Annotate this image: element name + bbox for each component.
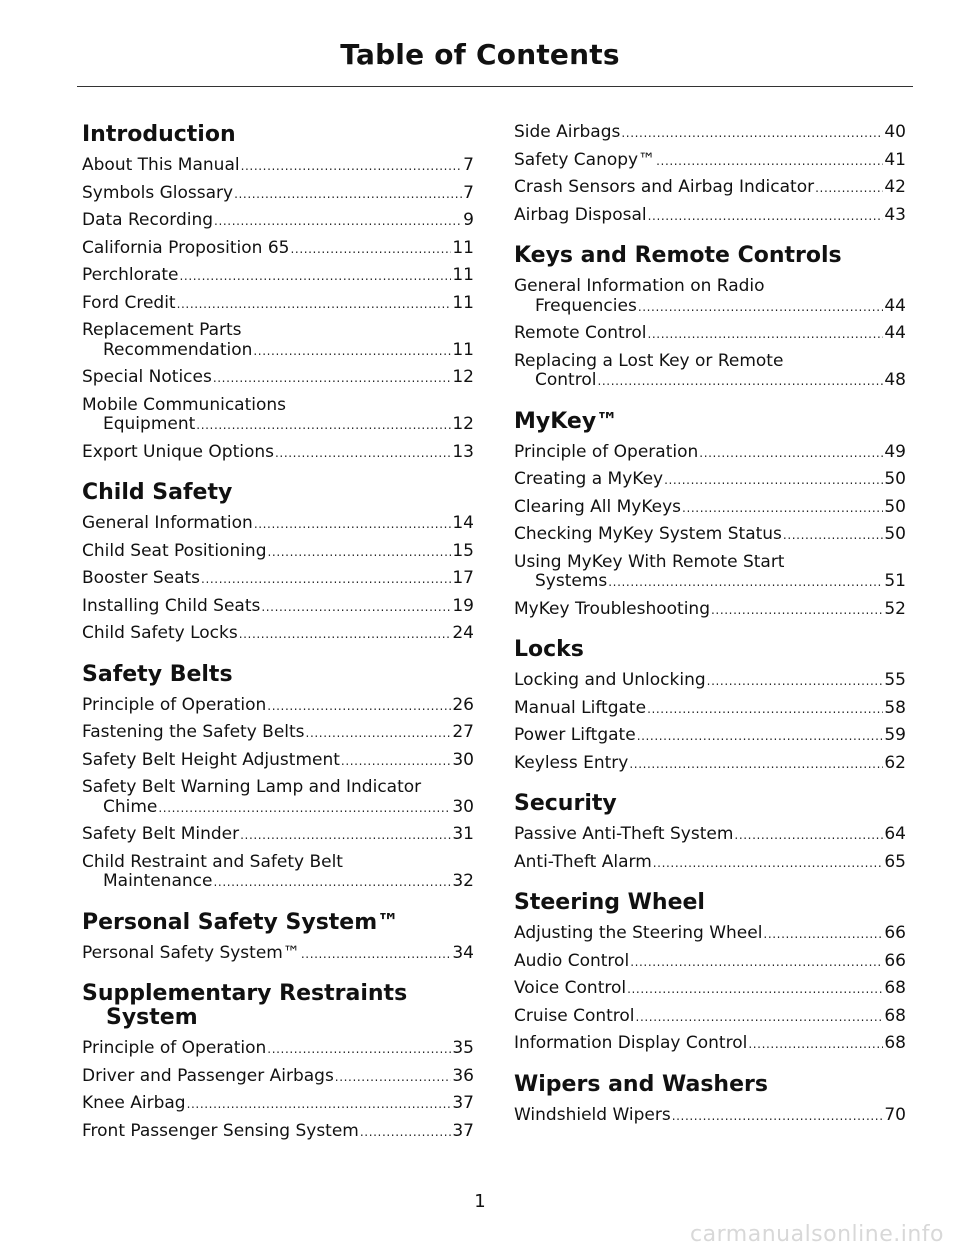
- entry-title: Using MyKey With Remote Start: [514, 551, 785, 572]
- entry-title: Mobile Communications: [82, 394, 287, 415]
- dot-leader: [341, 752, 451, 772]
- entry-page-number: 11: [452, 237, 474, 258]
- toc-section-continued: [514, 123, 906, 226]
- watermark: carmanualsonline.info: [690, 1222, 944, 1247]
- dot-leader: [648, 207, 884, 227]
- toc-entry-information-display-control[interactable]: [514, 1034, 906, 1055]
- toc-entry-fastening-the-safety-belts[interactable]: [82, 723, 474, 744]
- entry-page-number: 27: [452, 722, 474, 742]
- entry-title: Keyless Entry: [514, 752, 629, 773]
- toc-section-child-safety: [82, 481, 474, 645]
- entry-title: Safety Belt Warning Lamp and Indicator: [82, 777, 422, 797]
- toc-entry-keyless-entry[interactable]: [514, 754, 906, 775]
- toc-entry-remote-control[interactable]: [514, 324, 906, 345]
- toc-entry-clearing-all-mykeys[interactable]: [514, 498, 906, 519]
- entry-page-number: 7: [463, 182, 474, 203]
- entry-page-number: 13: [452, 441, 474, 462]
- toc-entry-booster-seats[interactable]: [82, 569, 474, 590]
- entry-page-number: 68: [884, 1005, 906, 1026]
- page-number: 1: [474, 1191, 486, 1212]
- entry-page-number: 30: [452, 749, 474, 770]
- entry-page-number: 9: [463, 210, 474, 230]
- toc-section-keys-and-remote-controls: [514, 244, 906, 392]
- dot-leader: [638, 298, 884, 318]
- entry-title: General Information on Radio: [514, 276, 765, 296]
- toc-entry-principle-of-operation[interactable]: [82, 696, 474, 717]
- dot-leader: [177, 295, 452, 315]
- dot-leader: [629, 755, 883, 775]
- entry-page-number: 14: [452, 513, 474, 533]
- toc-entry-about-this-manual[interactable]: [82, 156, 474, 177]
- dot-leader: [267, 1040, 451, 1060]
- toc-entry-california-proposition-65[interactable]: [82, 239, 474, 260]
- entry-title: Special Notices: [82, 367, 212, 387]
- entry-page-number: 44: [884, 295, 906, 316]
- entry-title: Installing Child Seats: [82, 595, 261, 616]
- dot-leader: [213, 369, 452, 389]
- toc-entry-anti-theft-alarm[interactable]: [514, 853, 906, 874]
- entry-title: Knee Airbag: [82, 1093, 186, 1113]
- entry-page-number: 30: [452, 796, 474, 817]
- dot-leader: [699, 444, 883, 464]
- entry-page-number: 12: [452, 367, 474, 387]
- toc-section-mykey: [514, 410, 906, 621]
- entry-page-number: 34: [452, 942, 474, 963]
- dot-leader: [734, 826, 883, 846]
- entry-title: Cruise Control: [514, 1005, 635, 1026]
- toc-entry-windshield-wipers[interactable]: [514, 1106, 906, 1127]
- toc-entry-locking-and-unlocking[interactable]: [514, 671, 906, 692]
- entry-title-continued: Frequencies: [535, 295, 637, 316]
- toc-entry-mobile-communications[interactable]: [82, 396, 474, 436]
- entry-title: Child Seat Positioning: [82, 540, 267, 561]
- toc-section-wipers-and-washers: [514, 1073, 906, 1127]
- dot-leader: [621, 124, 883, 144]
- entry-title: Remote Control: [514, 323, 647, 343]
- toc-entry-safety-belt-minder[interactable]: [82, 825, 474, 846]
- entry-title: Crash Sensors and Airbag Indicator: [514, 177, 815, 197]
- entry-page-number: 48: [884, 370, 906, 390]
- dot-leader: [158, 799, 451, 819]
- toc-entry-general-information[interactable]: [82, 514, 474, 535]
- dot-leader: [201, 570, 451, 590]
- toc-entry-export-unique-options[interactable]: [82, 443, 474, 464]
- toc-entry-power-liftgate[interactable]: [514, 726, 906, 747]
- entry-title-continued: Recommendation: [103, 339, 253, 360]
- toc-section-personal-safety-system: [82, 911, 474, 965]
- dot-leader: [597, 372, 883, 392]
- entry-title: Replacing a Lost Key or Remote: [514, 350, 784, 371]
- dot-leader: [647, 700, 883, 720]
- dot-leader: [672, 1107, 884, 1127]
- entry-page-number: 37: [452, 1093, 474, 1113]
- entry-page-number: 49: [884, 441, 906, 462]
- entry-page-number: 70: [884, 1104, 906, 1125]
- entry-title-continued: Equipment: [103, 414, 196, 434]
- entry-page-number: 65: [884, 851, 906, 872]
- entry-page-number: 31: [452, 824, 474, 844]
- entry-title: MyKey Troubleshooting: [514, 598, 710, 619]
- entry-page-number: 11: [452, 339, 474, 360]
- entry-page-number: 32: [452, 871, 474, 891]
- section-heading: Steering Wheel: [514, 890, 705, 915]
- entry-title-continued: Chime: [103, 796, 158, 817]
- dot-leader: [656, 152, 883, 172]
- toc-section-supplementary-restraints-system: [82, 982, 474, 1142]
- toc-entry-child-seat-positioning[interactable]: [82, 542, 474, 563]
- entry-page-number: 11: [452, 265, 474, 285]
- entry-title: Safety Belt Height Adjustment: [82, 749, 340, 770]
- entry-page-number: 15: [452, 540, 474, 561]
- dot-leader: [306, 724, 452, 744]
- dot-leader: [783, 526, 883, 546]
- entry-title: California Proposition 65: [82, 237, 290, 258]
- toc-right-column: [514, 123, 906, 1144]
- dot-leader: [180, 267, 452, 287]
- entry-title-continued: Control: [535, 370, 597, 390]
- entry-title: Airbag Disposal: [514, 204, 647, 225]
- entry-page-number: 55: [884, 670, 906, 690]
- dot-leader: [653, 854, 884, 874]
- dot-leader: [748, 1035, 883, 1055]
- entry-title: Safety Canopy™: [514, 149, 656, 170]
- dot-leader: [261, 598, 451, 618]
- entry-title: Perchlorate: [82, 265, 179, 285]
- entry-page-number: 68: [884, 1033, 906, 1053]
- entry-page-number: 37: [452, 1120, 474, 1141]
- toc-entry-safety-belt-warning-lamp-and-indicator[interactable]: [82, 778, 474, 818]
- toc-entry-using-mykey-with-remote-start[interactable]: [514, 553, 906, 593]
- header-rule: [77, 86, 913, 87]
- toc-entry-voice-control[interactable]: [514, 979, 906, 1000]
- entry-page-number: 42: [884, 177, 906, 197]
- dot-leader: [763, 925, 883, 945]
- entry-title: Replacement Parts: [82, 320, 242, 340]
- section-heading: Locks: [514, 637, 584, 662]
- entry-title: Power Liftgate: [514, 725, 636, 745]
- dot-leader: [275, 444, 451, 464]
- section-heading: Introduction: [82, 122, 236, 147]
- entry-page-number: 19: [452, 595, 474, 616]
- entry-page-number: 26: [452, 694, 474, 715]
- dot-leader: [267, 697, 451, 717]
- toc-entry-knee-airbag[interactable]: [82, 1094, 474, 1115]
- dot-leader: [196, 416, 451, 436]
- entry-page-number: 40: [884, 122, 906, 142]
- dot-leader: [664, 471, 883, 491]
- dot-leader: [253, 342, 451, 362]
- toc-entry-special-notices[interactable]: [82, 368, 474, 389]
- entry-page-number: 62: [884, 752, 906, 773]
- section-heading: Wipers and Washers: [514, 1071, 768, 1097]
- toc-entry-adjusting-the-steering-wheel[interactable]: [514, 924, 906, 945]
- entry-page-number: 68: [884, 978, 906, 998]
- dot-leader: [241, 157, 463, 177]
- toc-section-safety-belts: [82, 663, 474, 893]
- entry-title: Audio Control: [514, 950, 630, 971]
- toc-entry-passive-anti-theft-system[interactable]: [514, 825, 906, 846]
- toc-entry-driver-and-passenger-airbags[interactable]: [82, 1067, 474, 1088]
- entry-page-number: 41: [884, 149, 906, 170]
- page-title: Table of Contents: [340, 38, 620, 71]
- entry-page-number: 35: [452, 1038, 474, 1058]
- entry-page-number: 66: [884, 923, 906, 943]
- dot-leader: [630, 953, 883, 973]
- entry-page-number: 50: [884, 524, 906, 544]
- entry-page-number: 50: [884, 469, 906, 489]
- entry-title: Locking and Unlocking: [514, 670, 706, 690]
- entry-title: Safety Belt Minder: [82, 824, 240, 844]
- toc-entry-safety-canopy[interactable]: [514, 151, 906, 172]
- toc-entry-replacing-a-lost-key-or-remote[interactable]: [514, 352, 906, 392]
- toc-entry-replacement-parts[interactable]: [82, 321, 474, 361]
- entry-title: General Information: [82, 513, 253, 533]
- toc-entry-audio-control[interactable]: [514, 952, 906, 973]
- toc-entry-general-information-on-radio[interactable]: [514, 277, 906, 317]
- dot-leader: [711, 601, 883, 621]
- toc-entry-manual-liftgate[interactable]: [514, 699, 906, 720]
- section-heading: Supplementary Restraints System: [82, 981, 408, 1030]
- toc-section-security: [514, 792, 906, 873]
- section-heading: Child Safety: [82, 480, 233, 505]
- section-heading: Personal Safety System™: [82, 909, 400, 935]
- entry-page-number: 51: [884, 571, 906, 591]
- toc-entry-front-passenger-sensing-system[interactable]: [82, 1122, 474, 1143]
- toc-entry-creating-a-mykey[interactable]: [514, 470, 906, 491]
- entry-title: Windshield Wipers: [514, 1104, 671, 1125]
- entry-page-number: 17: [452, 568, 474, 588]
- dot-leader: [815, 179, 883, 199]
- entry-page-number: 7: [463, 155, 474, 175]
- entry-title-continued: Maintenance: [103, 871, 213, 891]
- entry-page-number: 36: [452, 1065, 474, 1086]
- dot-leader: [240, 826, 451, 846]
- toc-entry-checking-mykey-system-status[interactable]: [514, 525, 906, 546]
- toc-left-column: [82, 123, 474, 1160]
- entry-title: Adjusting the Steering Wheel: [514, 923, 763, 943]
- toc-entry-installing-child-seats[interactable]: [82, 597, 474, 618]
- dot-leader: [254, 515, 452, 535]
- dot-leader: [707, 672, 884, 692]
- entry-title: Child Restraint and Safety Belt: [82, 851, 343, 872]
- toc-entry-airbag-disposal[interactable]: [514, 206, 906, 227]
- entry-title: Driver and Passenger Airbags: [82, 1065, 334, 1086]
- entry-page-number: 12: [452, 414, 474, 434]
- toc-entry-safety-belt-height-adjustment[interactable]: [82, 751, 474, 772]
- entry-title: Clearing All MyKeys: [514, 496, 682, 517]
- toc-entry-mykey-troubleshooting[interactable]: [514, 600, 906, 621]
- section-heading: MyKey™: [514, 408, 619, 434]
- toc-entry-principle-of-operation[interactable]: [514, 443, 906, 464]
- entry-page-number: 24: [452, 623, 474, 643]
- entry-title: Creating a MyKey: [514, 469, 664, 489]
- entry-title: Passive Anti-Theft System: [514, 824, 734, 844]
- toc-entry-perchlorate[interactable]: [82, 266, 474, 287]
- entry-page-number: 58: [884, 697, 906, 718]
- entry-title: Export Unique Options: [82, 441, 275, 462]
- entry-title: Checking MyKey System Status: [514, 524, 782, 544]
- toc-section-steering-wheel: [514, 891, 906, 1055]
- dot-leader: [234, 185, 462, 205]
- toc-entry-principle-of-operation[interactable]: [82, 1039, 474, 1060]
- entry-title: Principle of Operation: [82, 694, 267, 715]
- entry-page-number: 44: [884, 323, 906, 343]
- toc-section-locks: [514, 638, 906, 774]
- dot-leader: [301, 945, 452, 965]
- toc-entry-crash-sensors-and-airbag-indicator[interactable]: [514, 178, 906, 199]
- toc-section-introduction: [82, 123, 474, 463]
- section-heading: Keys and Remote Controls: [514, 243, 842, 268]
- entry-title: Front Passenger Sensing System: [82, 1120, 359, 1141]
- entry-page-number: 43: [884, 204, 906, 225]
- entry-title: Principle of Operation: [82, 1038, 267, 1058]
- entry-page-number: 50: [884, 496, 906, 517]
- entry-title-continued: Systems: [535, 571, 608, 591]
- dot-leader: [647, 325, 883, 345]
- toc-entry-ford-credit[interactable]: [82, 294, 474, 315]
- entry-title: Information Display Control: [514, 1033, 748, 1053]
- entry-title: Fastening the Safety Belts: [82, 722, 305, 742]
- dot-leader: [608, 573, 883, 593]
- entry-title: About This Manual: [82, 155, 240, 175]
- entry-title: Symbols Glossary: [82, 182, 234, 203]
- dot-leader: [627, 980, 883, 1000]
- entry-page-number: 66: [884, 950, 906, 971]
- toc-entry-symbols-glossary[interactable]: [82, 184, 474, 205]
- toc-entry-child-restraint-and-safety-belt[interactable]: [82, 853, 474, 893]
- toc-entry-data-recording[interactable]: [82, 211, 474, 232]
- entry-title: Anti-Theft Alarm: [514, 851, 652, 872]
- section-heading: Safety Belts: [82, 661, 233, 687]
- dot-leader: [187, 1095, 452, 1115]
- entry-title: Voice Control: [514, 978, 627, 998]
- entry-page-number: 59: [884, 725, 906, 745]
- dot-leader: [268, 543, 452, 563]
- dot-leader: [682, 499, 883, 519]
- toc-entry-side-airbags[interactable]: [514, 123, 906, 144]
- entry-page-number: 11: [452, 292, 474, 313]
- entry-page-number: 64: [884, 824, 906, 844]
- dot-leader: [290, 240, 451, 260]
- dot-leader: [636, 1008, 884, 1028]
- dot-leader: [360, 1123, 451, 1143]
- entry-title: Booster Seats: [82, 568, 201, 588]
- entry-title: Data Recording: [82, 210, 214, 230]
- entry-title: Manual Liftgate: [514, 697, 647, 718]
- section-heading: Security: [514, 791, 617, 816]
- toc-entry-child-safety-locks[interactable]: [82, 624, 474, 645]
- entry-title: Principle of Operation: [514, 441, 699, 462]
- toc-entry-personal-safety-system[interactable]: [82, 944, 474, 965]
- entry-title: Side Airbags: [514, 122, 621, 142]
- dot-leader: [214, 212, 462, 232]
- entry-title: Child Safety Locks: [82, 623, 238, 643]
- entry-title: Personal Safety System™: [82, 942, 300, 963]
- entry-page-number: 52: [884, 598, 906, 619]
- toc-entry-cruise-control[interactable]: [514, 1007, 906, 1028]
- dot-leader: [335, 1068, 452, 1088]
- dot-leader: [213, 873, 451, 893]
- entry-title: Ford Credit: [82, 292, 176, 313]
- dot-leader: [239, 625, 452, 645]
- dot-leader: [637, 727, 884, 747]
